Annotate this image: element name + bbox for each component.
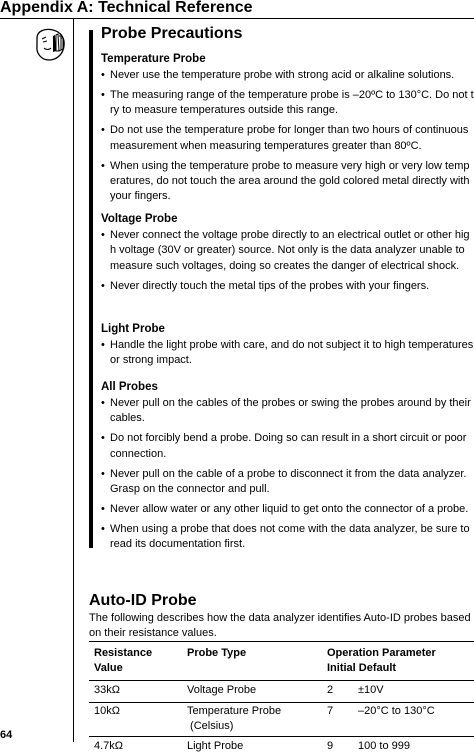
table-cell-default: –20°C to 130°C	[358, 705, 435, 717]
list-item: • Never allow water or any other liquid to get onto the connector of a probe.	[101, 502, 474, 517]
header-operation-parameter: Operation Parameter	[327, 647, 436, 659]
table-rule	[89, 680, 474, 681]
table-cell-parameter: 9	[327, 740, 334, 752]
margin-rule	[73, 19, 74, 742]
voltage-list	[101, 228, 474, 299]
precautions-title: Probe Precautions	[101, 25, 243, 42]
header-resistance-value: Value	[94, 662, 123, 674]
table-cell-parameter: 7	[327, 705, 334, 717]
header-resistance: Resistance	[94, 647, 153, 659]
section-heading-temperature: Temperature Probe	[101, 53, 206, 65]
section-heading-light: Light Probe	[101, 323, 165, 335]
section-heading-all: All Probes	[101, 381, 158, 393]
all-probes-list	[101, 396, 474, 550]
section-heading-voltage: Voltage Probe	[101, 213, 178, 225]
table-rule	[89, 736, 474, 737]
list-item: • When using a probe that does not come with the data analyzer, be sure to read its documentation first.	[101, 522, 474, 550]
table-cell-parameter: 2	[327, 684, 334, 696]
warning-bar	[89, 30, 93, 548]
caution-hand-icon	[29, 26, 69, 64]
table-rule	[89, 702, 474, 703]
table-cell-probe-subtype: (Celsius)	[187, 720, 234, 732]
temperature-list	[101, 68, 474, 209]
list-item: • Handle the light probe with care, and do not subject it to high temperatures or strong impact.	[101, 338, 474, 369]
light-list	[101, 338, 474, 373]
list-item: • Do not forcibly bend a probe. Doing so can result in a short circuit or poor connection.	[101, 431, 474, 462]
page-number: 64	[0, 729, 13, 741]
list-item: • Never pull on the cable of a probe to disconnect it from the data analyzer. Grasp on the connector and pull.	[101, 467, 474, 498]
header-initial-default: Initial Default	[327, 662, 397, 674]
list-item: • Never use the temperature probe with strong acid or alkaline solutions.	[101, 68, 474, 83]
table-cell-probe-type: Voltage Probe	[187, 684, 257, 696]
list-item: • Never connect the voltage probe directly to an electrical outlet or other high voltage (30V or greater) source. Not only is the data analyzer unable to measure such voltages, doing so creates the danger of electrical shock.	[101, 228, 474, 274]
autoid-title: Auto-ID Probe	[89, 592, 197, 609]
list-item: • Never directly touch the metal tips of the probes with your fingers.	[101, 279, 474, 294]
list-item: • Never pull on the cables of the probes or swing the probes around by their cables.	[101, 396, 474, 427]
autoid-intro: The following describes how the data analyzer identifies Auto-ID probes based on their resistance values.	[89, 612, 471, 640]
table-cell-resistance: 33kΩ	[94, 684, 120, 696]
table-cell-resistance: 10kΩ	[94, 705, 120, 717]
table-cell-default: ±10V	[358, 684, 384, 696]
table-cell-probe-type: Light Probe	[187, 740, 244, 752]
list-item: • The measuring range of the temperature probe is –20ºC to 130°C. Do not try to measure temperatures outside this range.	[101, 88, 474, 119]
header-rule	[0, 18, 474, 19]
list-item: • Do not use the temperature probe for longer than two hours of continuous measurement when measuring temperatures greater than 80ºC.	[101, 123, 474, 154]
table-rule	[89, 641, 474, 642]
table-cell-resistance: 4.7kΩ	[94, 740, 124, 752]
list-item: • When using the temperature probe to measure very high or very low temperatures, do not touch the area around the gold colored metal directly with your fingers.	[101, 159, 474, 205]
header-probe-type: Probe Type	[187, 647, 247, 659]
table-cell-probe-type: Temperature Probe	[187, 705, 282, 717]
page-header: Appendix A: Technical Reference	[0, 0, 253, 16]
table-cell-default: 100 to 999	[358, 740, 410, 752]
probe-precautions	[101, 24, 474, 550]
